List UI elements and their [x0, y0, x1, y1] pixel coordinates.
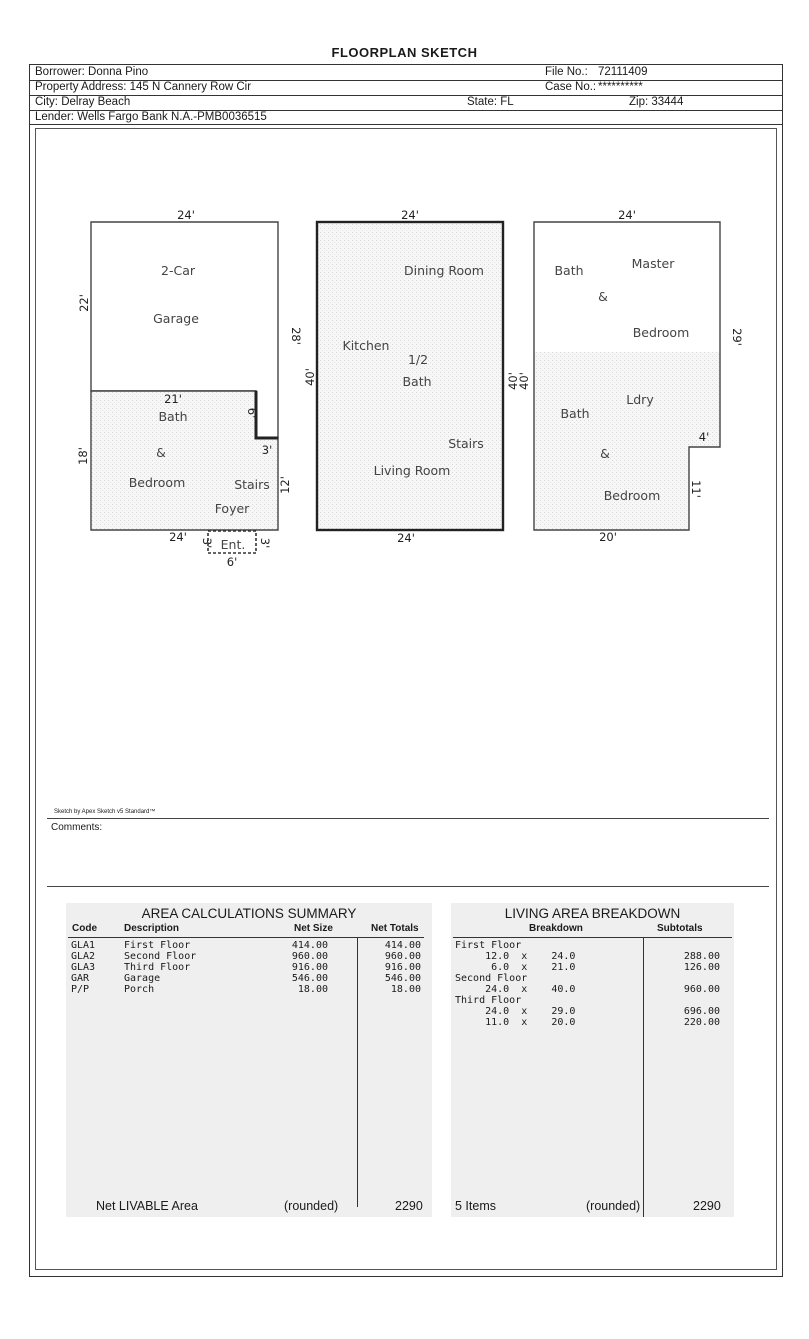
list-item — [455, 951, 730, 962]
lender: Lender: Wells Fargo Bank N.A.-PMB0036515 — [35, 111, 267, 123]
breakdown-text: 11.0 x 20.0 — [455, 1017, 576, 1028]
rounded-label: (rounded) — [586, 1199, 641, 1213]
row-net-size: 414.00 — [291, 940, 328, 951]
label-bath-lower: Bath — [560, 406, 590, 421]
living-breakdown-title: LIVING AREA BREAKDOWN — [504, 906, 681, 921]
label-foyer: Foyer — [214, 501, 250, 516]
list-item — [455, 984, 730, 995]
label-half: 1/2 — [407, 352, 429, 367]
row-code: GLA2 — [71, 951, 96, 962]
col-code: Code — [72, 923, 97, 934]
dim-left-upper: 22' — [77, 294, 91, 312]
third-floor-plan — [517, 208, 744, 544]
label-bath: Bath — [402, 374, 432, 389]
table-row — [71, 940, 426, 951]
dim-bottom: 20' — [599, 530, 617, 544]
breakdown-text: Second Floor — [455, 973, 528, 984]
area-rows — [71, 940, 426, 995]
breakdown-text: 24.0 x 40.0 — [455, 984, 576, 995]
dim-right: 28' — [289, 327, 303, 345]
row-description: Third Floor — [124, 962, 191, 973]
row-net-total: 960.00 — [384, 951, 421, 962]
breakdown-text: 12.0 x 24.0 — [455, 951, 576, 962]
label-stairs: Stairs — [234, 477, 270, 492]
borrower: Borrower: Donna Pino — [35, 66, 149, 78]
net-livable-value: 2290 — [395, 1199, 423, 1213]
label-kitchen: Kitchen — [342, 338, 390, 353]
label-master: Master — [631, 256, 675, 271]
dim-entry-bottom: 6' — [226, 555, 238, 569]
living-breakdown-panel — [451, 903, 734, 1217]
dim-bottom: 24' — [169, 530, 187, 544]
header-rule — [453, 937, 732, 938]
dim-notch: 4' — [698, 430, 710, 444]
row-description: Porch — [124, 984, 155, 995]
dim-left: 40' — [517, 372, 531, 390]
col-breakdown: Breakdown — [529, 923, 583, 934]
label-garage: Garage — [153, 311, 199, 326]
table-row — [71, 951, 426, 962]
list-item — [455, 1017, 730, 1028]
breakdown-subtotal: 960.00 — [683, 984, 720, 995]
dim-left: 40' — [303, 368, 317, 386]
col-subtotals: Subtotals — [657, 923, 703, 934]
label-entry: Ent. — [220, 537, 246, 552]
comments-bottom-divider — [47, 886, 769, 887]
row-code: P/P — [71, 984, 90, 995]
row-description: Garage — [124, 973, 161, 984]
label-living-room: Living Room — [373, 463, 451, 478]
second-floor-plan — [303, 208, 520, 545]
label-bedroom-upper: Bedroom — [632, 325, 690, 340]
breakdown-subtotal: 220.00 — [683, 1017, 720, 1028]
dim-top: 24' — [177, 208, 195, 222]
row-net-total: 18.00 — [390, 984, 421, 995]
col-net-totals: Net Totals — [371, 923, 419, 934]
row-net-size: 18.00 — [297, 984, 328, 995]
list-item — [455, 1006, 730, 1017]
first-floor-plan — [76, 208, 303, 569]
row-description: Second Floor — [124, 951, 197, 962]
breakdown-subtotal: 288.00 — [683, 951, 720, 962]
table-row — [71, 973, 426, 984]
third-floor-lower-fill — [534, 352, 720, 530]
row-net-total: 414.00 — [384, 940, 421, 951]
row-net-size: 546.00 — [291, 973, 328, 984]
dim-bottom: 24' — [397, 531, 415, 545]
dim-top: 24' — [401, 208, 419, 222]
sketch-credit: Sketch by Apex Sketch v5 Standard™ — [54, 809, 156, 815]
label-bath: Bath — [158, 409, 188, 424]
row-net-size: 960.00 — [291, 951, 328, 962]
row-code: GLA3 — [71, 962, 96, 973]
breakdown-text: 6.0 x 21.0 — [455, 962, 576, 973]
row-code: GLA1 — [71, 940, 96, 951]
col-description: Description — [124, 923, 180, 934]
list-item — [455, 940, 730, 951]
label-stairs: Stairs — [448, 436, 484, 451]
row-net-total: 546.00 — [384, 973, 421, 984]
comments-label: Comments: — [51, 822, 103, 833]
list-item — [455, 995, 730, 1006]
table-row — [71, 962, 426, 973]
row-description: First Floor — [124, 940, 191, 951]
items-count: 5 Items — [455, 1199, 496, 1213]
third-floor-upper-fill — [534, 222, 720, 352]
label-dining-room: Dining Room — [404, 263, 484, 278]
list-item — [455, 973, 730, 984]
net-livable-label: Net LIVABLE Area — [96, 1199, 198, 1213]
label-bedroom: Bedroom — [128, 475, 186, 490]
header-rule — [68, 937, 424, 938]
dim-notch-bottom: 3' — [261, 443, 273, 457]
zip: Zip: 33444 — [629, 96, 684, 108]
breakdown-subtotal: 696.00 — [683, 1006, 720, 1017]
case-no: ********** — [598, 81, 643, 93]
label-2car: 2-Car — [161, 263, 195, 278]
property-address: Property Address: 145 N Cannery Row Cir — [35, 81, 252, 93]
dim-entry-left: 3' — [200, 537, 214, 549]
floorplan-sketch — [0, 0, 809, 600]
city: City: Delray Beach — [35, 96, 131, 108]
row-code: GAR — [71, 973, 90, 984]
breakdown-rows — [455, 940, 730, 1028]
row-net-total: 916.00 — [384, 962, 421, 973]
dim-top: 24' — [618, 208, 636, 222]
col-net-size: Net Size — [294, 923, 333, 934]
dim-right: 29' — [730, 328, 744, 346]
dim-right-lower: 12' — [278, 476, 292, 494]
file-no-label: File No.: — [545, 66, 588, 78]
breakdown-subtotal: 126.00 — [683, 962, 720, 973]
label-amp-upper: & — [598, 289, 608, 304]
breakdown-text: Third Floor — [455, 995, 522, 1006]
living-total-value: 2290 — [693, 1199, 721, 1213]
breakdown-text: First Floor — [455, 940, 522, 951]
dim-notch-top: 21' — [164, 392, 182, 406]
label-amp: & — [156, 445, 166, 460]
dim-right: 40' — [506, 372, 520, 390]
label-bath-upper: Bath — [554, 263, 584, 278]
list-item — [455, 962, 730, 973]
label-bedroom-lower: Bedroom — [603, 488, 661, 503]
rounded-label: (rounded) — [284, 1199, 339, 1213]
file-no: 72111409 — [598, 66, 648, 78]
row-net-size: 916.00 — [291, 962, 328, 973]
page-title: FLOORPLAN SKETCH — [331, 45, 478, 60]
area-summary-title: AREA CALCULATIONS SUMMARY — [141, 906, 357, 921]
breakdown-text: 24.0 x 29.0 — [455, 1006, 576, 1017]
table-row — [71, 984, 426, 995]
dim-entry-right: 3' — [258, 537, 272, 549]
dim-notch-side: 6' — [245, 407, 259, 419]
case-no-label: Case No.: — [545, 81, 597, 93]
label-ldry: Ldry — [626, 392, 654, 407]
state: State: FL — [467, 96, 514, 108]
label-amp-lower: & — [600, 446, 610, 461]
area-summary-panel — [66, 903, 432, 1217]
dim-left-lower: 18' — [76, 447, 90, 465]
comments-divider — [47, 818, 769, 819]
dim-lower-right: 11' — [689, 480, 703, 498]
